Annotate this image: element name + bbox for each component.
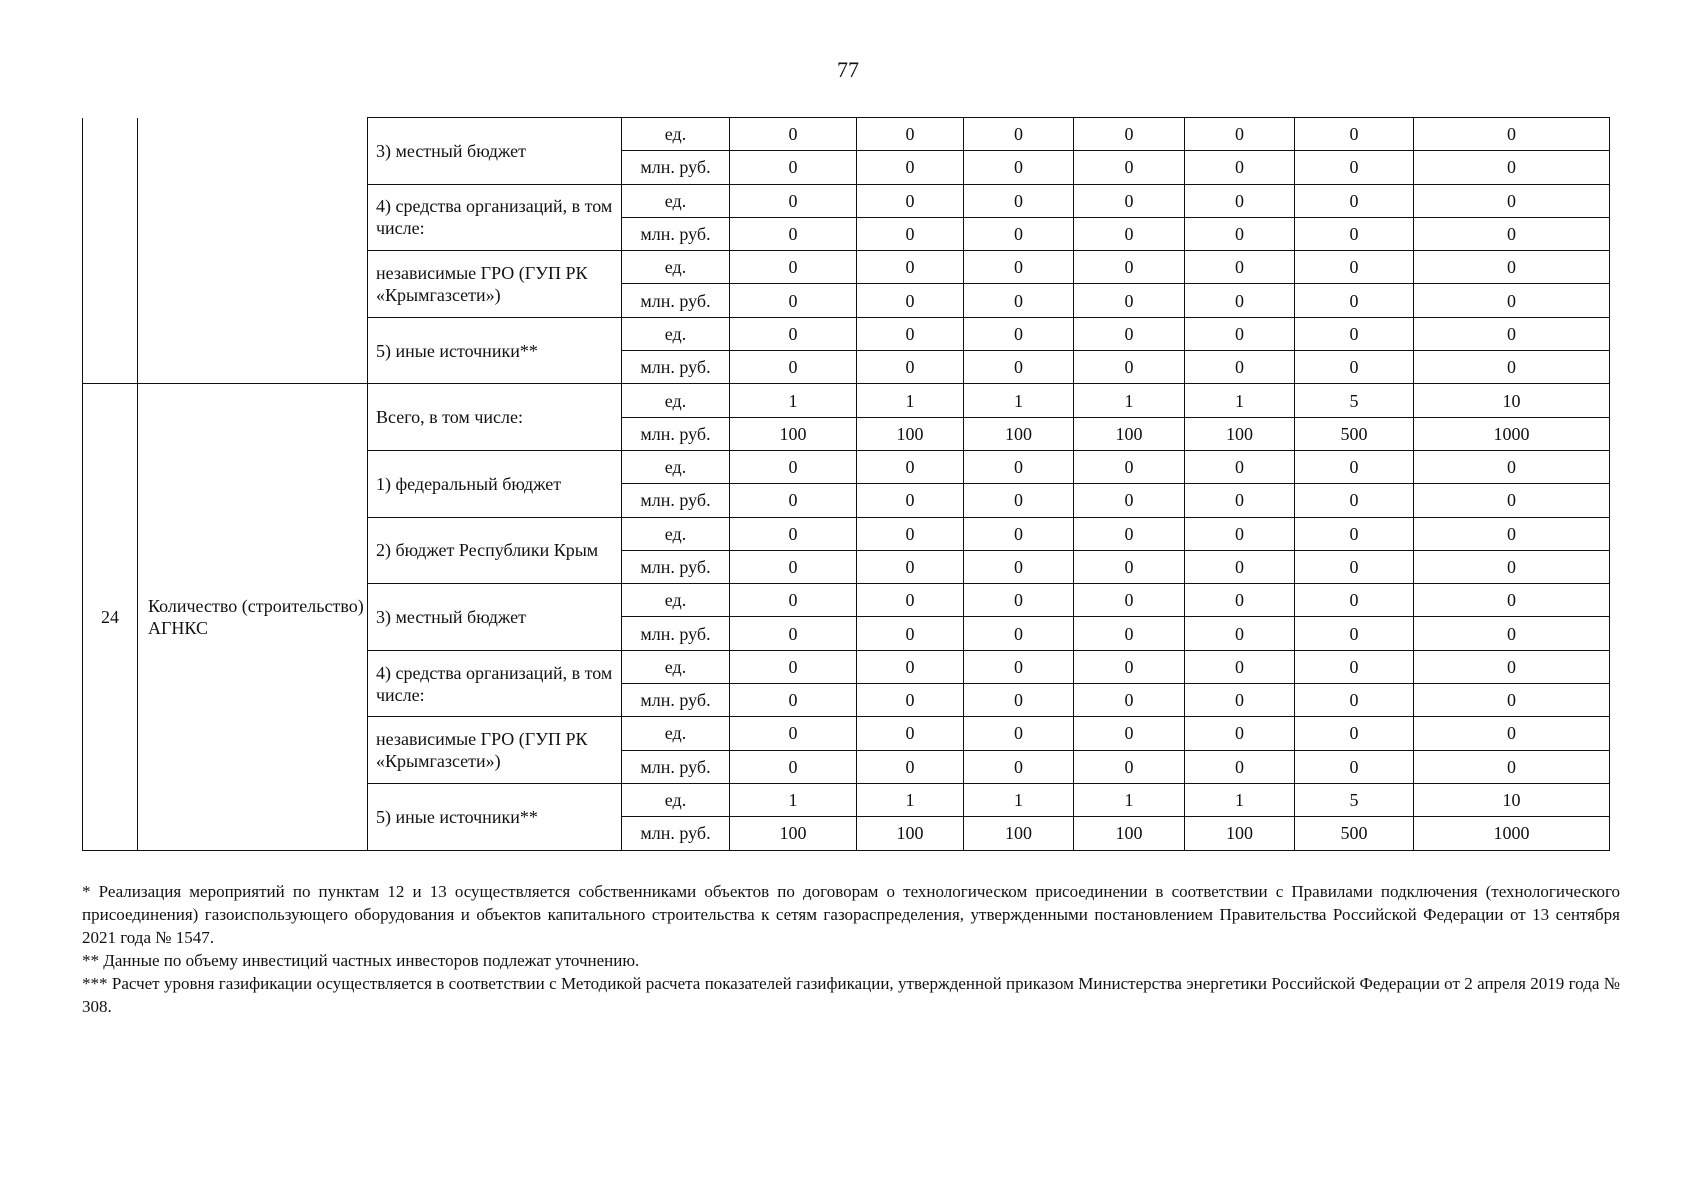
value-cell: 0 bbox=[857, 650, 964, 683]
table-body bbox=[83, 118, 1610, 851]
row-number-continued bbox=[83, 118, 138, 384]
value-cell: 0 bbox=[1414, 351, 1610, 384]
funding-source: Всего, в том числе: bbox=[368, 384, 622, 451]
value-cell: 0 bbox=[1185, 617, 1295, 650]
table-row bbox=[83, 384, 1610, 417]
value-cell: 100 bbox=[857, 817, 964, 850]
value-cell: 0 bbox=[857, 584, 964, 617]
value-cell: 0 bbox=[1185, 650, 1295, 683]
value-cell: 0 bbox=[1185, 118, 1295, 151]
value-cell: 0 bbox=[1074, 517, 1185, 550]
value-cell: 100 bbox=[857, 417, 964, 450]
value-cell: 0 bbox=[1295, 284, 1414, 317]
unit-label: млн. руб. bbox=[622, 284, 730, 317]
value-cell: 0 bbox=[857, 550, 964, 583]
unit-label: ед. bbox=[622, 717, 730, 750]
value-cell: 0 bbox=[1185, 450, 1295, 483]
value-cell: 0 bbox=[1414, 617, 1610, 650]
funding-source: независимые ГРО (ГУП РК «Крымгазсети») bbox=[368, 717, 622, 784]
unit-label: ед. bbox=[622, 317, 730, 350]
value-cell: 0 bbox=[964, 584, 1074, 617]
value-cell: 1000 bbox=[1414, 817, 1610, 850]
unit-label: млн. руб. bbox=[622, 217, 730, 250]
value-cell: 0 bbox=[1074, 650, 1185, 683]
investment-table bbox=[82, 117, 1610, 851]
value-cell: 0 bbox=[857, 118, 964, 151]
value-cell: 0 bbox=[964, 684, 1074, 717]
funding-source: 4) средства организаций, в том числе: bbox=[368, 650, 622, 717]
funding-source: 4) средства организаций, в том числе: bbox=[368, 184, 622, 251]
value-cell: 0 bbox=[1074, 184, 1185, 217]
value-cell: 0 bbox=[730, 251, 857, 284]
value-cell: 0 bbox=[1414, 118, 1610, 151]
value-cell: 100 bbox=[964, 417, 1074, 450]
value-cell: 1 bbox=[1185, 783, 1295, 816]
value-cell: 1 bbox=[730, 384, 857, 417]
value-cell: 0 bbox=[964, 450, 1074, 483]
value-cell: 0 bbox=[1074, 317, 1185, 350]
value-cell: 0 bbox=[730, 617, 857, 650]
value-cell: 0 bbox=[964, 550, 1074, 583]
value-cell: 1 bbox=[1074, 384, 1185, 417]
value-cell: 100 bbox=[730, 417, 857, 450]
value-cell: 0 bbox=[1414, 317, 1610, 350]
value-cell: 5 bbox=[1295, 783, 1414, 816]
indicator-name: Количество (строительство) АГНКС bbox=[138, 384, 368, 850]
value-cell: 0 bbox=[857, 217, 964, 250]
value-cell: 0 bbox=[730, 284, 857, 317]
value-cell: 0 bbox=[1414, 484, 1610, 517]
value-cell: 0 bbox=[1074, 617, 1185, 650]
value-cell: 1 bbox=[1185, 384, 1295, 417]
value-cell: 0 bbox=[730, 151, 857, 184]
unit-label: млн. руб. bbox=[622, 417, 730, 450]
value-cell: 0 bbox=[857, 450, 964, 483]
value-cell: 0 bbox=[964, 650, 1074, 683]
value-cell: 0 bbox=[1414, 151, 1610, 184]
unit-label: млн. руб. bbox=[622, 684, 730, 717]
value-cell: 0 bbox=[1295, 351, 1414, 384]
value-cell: 0 bbox=[730, 684, 857, 717]
value-cell: 0 bbox=[1414, 650, 1610, 683]
unit-label: ед. bbox=[622, 517, 730, 550]
value-cell: 1 bbox=[964, 783, 1074, 816]
value-cell: 0 bbox=[1414, 251, 1610, 284]
value-cell: 1 bbox=[857, 783, 964, 816]
value-cell: 0 bbox=[964, 217, 1074, 250]
value-cell: 0 bbox=[1185, 351, 1295, 384]
value-cell: 10 bbox=[1414, 384, 1610, 417]
value-cell: 0 bbox=[1074, 151, 1185, 184]
value-cell: 0 bbox=[1074, 217, 1185, 250]
unit-label: млн. руб. bbox=[622, 484, 730, 517]
value-cell: 0 bbox=[1295, 717, 1414, 750]
value-cell: 0 bbox=[1295, 550, 1414, 583]
value-cell: 0 bbox=[857, 284, 964, 317]
value-cell: 0 bbox=[1295, 484, 1414, 517]
value-cell: 0 bbox=[730, 517, 857, 550]
value-cell: 0 bbox=[1414, 750, 1610, 783]
value-cell: 0 bbox=[1185, 151, 1295, 184]
value-cell: 100 bbox=[1074, 417, 1185, 450]
value-cell: 0 bbox=[1295, 517, 1414, 550]
value-cell: 0 bbox=[1295, 617, 1414, 650]
value-cell: 0 bbox=[730, 450, 857, 483]
value-cell: 0 bbox=[1185, 517, 1295, 550]
value-cell: 0 bbox=[964, 617, 1074, 650]
value-cell: 0 bbox=[964, 484, 1074, 517]
value-cell: 1 bbox=[1074, 783, 1185, 816]
value-cell: 10 bbox=[1414, 783, 1610, 816]
funding-source: 1) федеральный бюджет bbox=[368, 450, 622, 517]
value-cell: 1000 bbox=[1414, 417, 1610, 450]
value-cell: 0 bbox=[1185, 717, 1295, 750]
value-cell: 0 bbox=[1295, 118, 1414, 151]
value-cell: 0 bbox=[964, 750, 1074, 783]
funding-source: 3) местный бюджет bbox=[368, 118, 622, 185]
unit-label: млн. руб. bbox=[622, 750, 730, 783]
unit-label: ед. bbox=[622, 118, 730, 151]
value-cell: 0 bbox=[1074, 118, 1185, 151]
value-cell: 0 bbox=[1414, 684, 1610, 717]
value-cell: 0 bbox=[1414, 517, 1610, 550]
value-cell: 0 bbox=[1295, 317, 1414, 350]
value-cell: 0 bbox=[1414, 184, 1610, 217]
value-cell: 0 bbox=[1295, 450, 1414, 483]
value-cell: 0 bbox=[1074, 717, 1185, 750]
value-cell: 0 bbox=[1414, 217, 1610, 250]
value-cell: 0 bbox=[1185, 550, 1295, 583]
value-cell: 0 bbox=[857, 684, 964, 717]
unit-label: млн. руб. bbox=[622, 151, 730, 184]
value-cell: 0 bbox=[1295, 217, 1414, 250]
value-cell: 0 bbox=[1414, 717, 1610, 750]
value-cell: 0 bbox=[730, 650, 857, 683]
footnote-2: ** Данные по объему инвестиций частных инвесторов подлежат уточнению. bbox=[82, 951, 640, 970]
unit-label: ед. bbox=[622, 650, 730, 683]
value-cell: 0 bbox=[857, 750, 964, 783]
value-cell: 5 bbox=[1295, 384, 1414, 417]
value-cell: 1 bbox=[857, 384, 964, 417]
footnote-1: * Реализация мероприятий по пунктам 12 и 13 осуществляется собственниками объектов по договорам о технологическом присоединении в соответствии с Правилами подключения (технологического присоединения) газоиспользующего оборудования и объектов капитального строительства к сетям газораспределения, утвержденными постановлением Правительства Российской Федерации от 13 сентября 2021 года № 1547. bbox=[82, 882, 1620, 947]
value-cell: 0 bbox=[1185, 584, 1295, 617]
value-cell: 0 bbox=[1185, 317, 1295, 350]
value-cell: 0 bbox=[964, 118, 1074, 151]
value-cell: 0 bbox=[1074, 251, 1185, 284]
funding-source: 2) бюджет Республики Крым bbox=[368, 517, 622, 584]
value-cell: 0 bbox=[1074, 450, 1185, 483]
value-cell: 0 bbox=[1295, 251, 1414, 284]
funding-source: 3) местный бюджет bbox=[368, 584, 622, 651]
value-cell: 1 bbox=[730, 783, 857, 816]
value-cell: 0 bbox=[1185, 284, 1295, 317]
value-cell: 0 bbox=[730, 717, 857, 750]
value-cell: 500 bbox=[1295, 417, 1414, 450]
value-cell: 0 bbox=[857, 484, 964, 517]
value-cell: 0 bbox=[1074, 750, 1185, 783]
value-cell: 0 bbox=[1185, 750, 1295, 783]
value-cell: 0 bbox=[730, 184, 857, 217]
value-cell: 0 bbox=[1185, 251, 1295, 284]
value-cell: 0 bbox=[1185, 684, 1295, 717]
value-cell: 0 bbox=[1074, 351, 1185, 384]
value-cell: 0 bbox=[730, 750, 857, 783]
value-cell: 0 bbox=[1074, 550, 1185, 583]
row-number: 24 bbox=[83, 384, 138, 850]
unit-label: млн. руб. bbox=[622, 351, 730, 384]
value-cell: 0 bbox=[1295, 750, 1414, 783]
value-cell: 0 bbox=[857, 517, 964, 550]
value-cell: 0 bbox=[1074, 484, 1185, 517]
value-cell: 0 bbox=[730, 484, 857, 517]
unit-label: ед. bbox=[622, 184, 730, 217]
unit-label: ед. bbox=[622, 584, 730, 617]
value-cell: 100 bbox=[1185, 417, 1295, 450]
value-cell: 0 bbox=[730, 118, 857, 151]
value-cell: 0 bbox=[1295, 650, 1414, 683]
table-row bbox=[83, 118, 1610, 151]
value-cell: 0 bbox=[730, 217, 857, 250]
value-cell: 0 bbox=[1414, 450, 1610, 483]
value-cell: 0 bbox=[730, 550, 857, 583]
funding-source: 5) иные источники** bbox=[368, 317, 622, 384]
indicator-name-continued bbox=[138, 118, 368, 384]
value-cell: 0 bbox=[964, 251, 1074, 284]
value-cell: 0 bbox=[1185, 184, 1295, 217]
funding-source: 5) иные источники** bbox=[368, 783, 622, 850]
value-cell: 0 bbox=[1414, 550, 1610, 583]
value-cell: 500 bbox=[1295, 817, 1414, 850]
unit-label: ед. bbox=[622, 384, 730, 417]
unit-label: ед. bbox=[622, 450, 730, 483]
unit-label: млн. руб. bbox=[622, 817, 730, 850]
value-cell: 0 bbox=[857, 351, 964, 384]
funding-source: независимые ГРО (ГУП РК «Крымгазсети») bbox=[368, 251, 622, 318]
value-cell: 0 bbox=[1295, 184, 1414, 217]
value-cell: 0 bbox=[1295, 684, 1414, 717]
value-cell: 0 bbox=[1185, 217, 1295, 250]
value-cell: 0 bbox=[730, 351, 857, 384]
value-cell: 100 bbox=[964, 817, 1074, 850]
value-cell: 0 bbox=[964, 351, 1074, 384]
value-cell: 0 bbox=[857, 317, 964, 350]
value-cell: 0 bbox=[1414, 584, 1610, 617]
value-cell: 0 bbox=[964, 317, 1074, 350]
value-cell: 100 bbox=[730, 817, 857, 850]
value-cell: 0 bbox=[964, 717, 1074, 750]
value-cell: 0 bbox=[964, 517, 1074, 550]
value-cell: 0 bbox=[730, 584, 857, 617]
value-cell: 0 bbox=[964, 184, 1074, 217]
value-cell: 1 bbox=[964, 384, 1074, 417]
value-cell: 0 bbox=[1074, 284, 1185, 317]
value-cell: 0 bbox=[857, 151, 964, 184]
value-cell: 0 bbox=[1074, 584, 1185, 617]
value-cell: 100 bbox=[1074, 817, 1185, 850]
footnotes bbox=[82, 880, 1620, 1018]
value-cell: 0 bbox=[1074, 684, 1185, 717]
value-cell: 0 bbox=[1414, 284, 1610, 317]
unit-label: ед. bbox=[622, 251, 730, 284]
value-cell: 0 bbox=[1185, 484, 1295, 517]
unit-label: ед. bbox=[622, 783, 730, 816]
footnote-3: *** Расчет уровня газификации осуществляется в соответствии с Методикой расчета показателей газификации, утвержденной приказом Министерства энергетики Российской Федерации от 2 апреля 2019 года № 308. bbox=[82, 974, 1620, 1016]
value-cell: 0 bbox=[1295, 584, 1414, 617]
value-cell: 0 bbox=[730, 317, 857, 350]
value-cell: 0 bbox=[964, 151, 1074, 184]
unit-label: млн. руб. bbox=[622, 617, 730, 650]
value-cell: 0 bbox=[857, 184, 964, 217]
value-cell: 0 bbox=[1295, 151, 1414, 184]
page-number: 77 bbox=[837, 57, 859, 82]
value-cell: 0 bbox=[857, 617, 964, 650]
unit-label: млн. руб. bbox=[622, 550, 730, 583]
value-cell: 100 bbox=[1185, 817, 1295, 850]
value-cell: 0 bbox=[964, 284, 1074, 317]
value-cell: 0 bbox=[857, 251, 964, 284]
value-cell: 0 bbox=[857, 717, 964, 750]
